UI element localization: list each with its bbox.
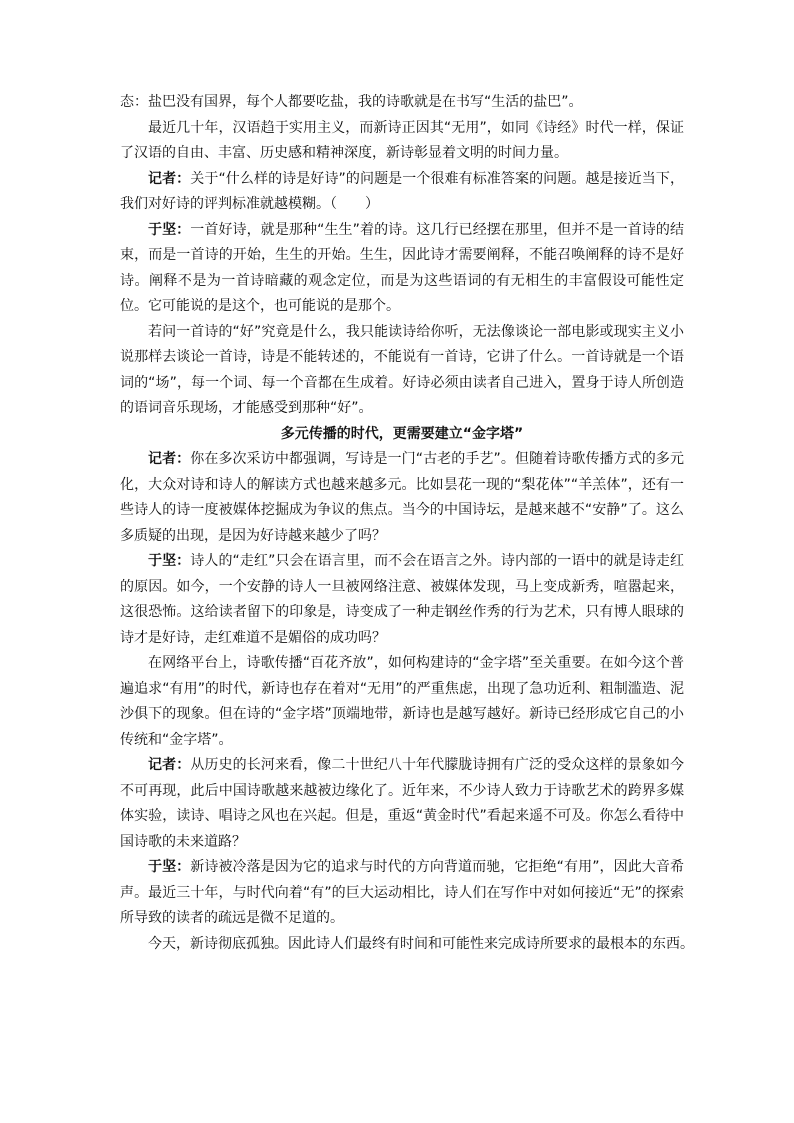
paragraph-text: 在网络平台上，诗歌传播“百花齐放”，如何构建诗的“金字塔”至关重要。在如今这个普遍追求“有用”的时代，新诗也存在着对“无用”的严重焦虑，出现了急功近利、粗制滥造、泥沙俱下的现象。但在诗的“金字塔”顶端地带，新诗也是越写越好。新诗已经形成它自己的小传统和“金字塔”。 bbox=[120, 655, 684, 748]
paragraph bbox=[120, 932, 784, 958]
paragraph bbox=[120, 651, 684, 753]
speaker-label: 记者： bbox=[148, 451, 191, 467]
paragraph-text: 一首好诗，就是那种“生生”着的诗。这几行已经摆在那里，但并不是一首诗的结束，而是一首诗的开始，生生的开始。生生，因此诗才需要阐释，不能召唤阐释的诗不是好诗。阐释不是为一首诗暗藏的观念定位，而是为这些语词的有无相生的丰富假设可能性定位。它可能说的是这个，也可能说的是那个。 bbox=[120, 221, 684, 314]
section-interview-part1 bbox=[120, 90, 684, 422]
speaker-label: 记者： bbox=[148, 757, 191, 773]
paragraph-text: 从历史的长河来看，像二十世纪八十年代朦胧诗拥有广泛的受众这样的景象如今不可再现，此后中国诗歌越来越被边缘化了。近年来，不少诗人致力于诗歌艺术的跨界多媒体实验，读诗、唱诗之风也在兴起。但是，重返“黄金时代”看起来遥不可及。你怎么看待中国诗歌的未来道路？ bbox=[120, 757, 685, 850]
section-interview-part2 bbox=[120, 447, 694, 957]
paragraph-text: 若问一首诗的“好”究竟是什么，我只能读诗给你听，无法像谈论一部电影或现实主义小说那样去谈论一首诗，诗是不能转述的，不能说有一首诗，它讲了什么。一首诗就是一个语词的“场”，每一个词、每一个音都在生成着。好诗必须由读者自己进入，置身于诗人所创造的语词音乐现场，才能感受到那种“好”。 bbox=[120, 323, 684, 416]
section-heading: 多元传播的时代，更需要建立“金字塔” bbox=[280, 425, 524, 442]
paragraph-text: 态：盐巴没有国界，每个人都要吃盐，我的诗歌就是在书写“生活的盐巴”。 bbox=[120, 94, 583, 110]
paragraph bbox=[120, 167, 684, 218]
paragraph bbox=[120, 447, 684, 549]
paragraph bbox=[120, 218, 684, 320]
paragraph bbox=[120, 90, 684, 116]
paragraph-text: 最近几十年，汉语趋于实用主义，而新诗正因其“无用”，如同《诗经》时代一样，保证了汉语的自由、丰富、历史感和精神深度，新诗彰显着文明的时间力量。 bbox=[120, 119, 684, 161]
paragraph-text: 新诗被冷落是因为它的追求与时代的方向背道而驰，它拒绝“有用”，因此大音希声。最近三十年，与时代向着“有”的巨大运动相比，诗人们在写作中对如何接近“无”的探索所导致的读者的疏远是微不足道的。 bbox=[120, 859, 684, 926]
paragraph-text: 你在多次采访中都强调，写诗是一门“古老的手艺”。但随着诗歌传播方式的多元化，大众对诗和诗人的解读方式也越来越多元。比如昙花一现的“梨花体”“羊羔体”，还有一些诗人的诗一度被媒体挖掘成为争议的焦点。当今的中国诗坛，是越来越不“安静”了。这么多质疑的出现，是因为好诗越来越少了吗？ bbox=[120, 451, 684, 544]
paragraph-text: 诗人的“走红”只会在语言里，而不会在语言之外。诗内部的一语中的就是诗走红的原因。如今，一个安静的诗人一旦被网络注意、被媒体发现，马上变成新秀，喧嚣起来，这很恐怖。这给读者留下的印象是，诗变成了一种走钢丝作秀的行为艺术，只有博人眼球的诗才是好诗，走红难道不是媚俗的成功吗？ bbox=[120, 553, 684, 646]
paragraph-text: 今天，新诗彻底孤独。因此诗人们最终有时间和可能性来完成诗所要求的最根本的东西。 bbox=[148, 935, 694, 952]
paragraph-text: 关于“什么样的诗是好诗”的问题是一个很难有标准答案的问题。越是接近当下，我们对好诗的评判标准就越模糊。（ ） bbox=[120, 170, 684, 212]
speaker-label: 于坚： bbox=[148, 859, 191, 875]
paragraph bbox=[120, 855, 684, 932]
speaker-label: 于坚： bbox=[148, 553, 191, 569]
speaker-label: 于坚： bbox=[148, 221, 191, 238]
paragraph bbox=[120, 753, 684, 855]
speaker-label: 记者： bbox=[148, 170, 191, 187]
paragraph bbox=[120, 116, 684, 167]
paragraph bbox=[120, 549, 684, 651]
paragraph bbox=[120, 320, 684, 422]
